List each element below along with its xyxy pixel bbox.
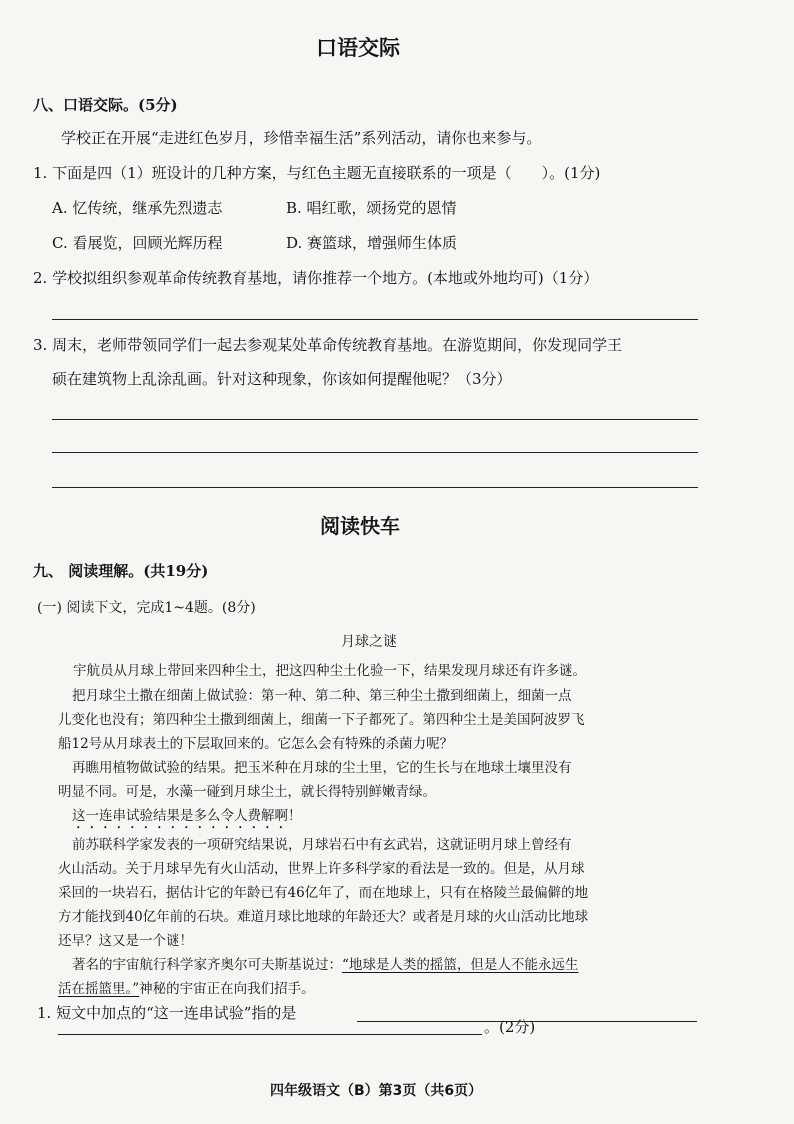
q9-1-text: 1. 短文中加点的“这一连串试验”指的是 [37, 1004, 297, 1022]
article-line: 前苏联科学家发表的一项研究结果说，月球岩石中有玄武岩，这就证明月球上曾经有 [72, 837, 572, 853]
article-title: 月球之谜 [341, 634, 397, 650]
article-line: 采回的一块岩石，据估计它的年龄已有46亿年了，而在地球上，只有在格陵兰最偏僻的地 [58, 885, 589, 901]
answer-line-q8-3-2[interactable] [52, 452, 698, 453]
answer-line-q8-2[interactable] [52, 319, 698, 320]
article-line: 还早？这又是一个谜！ [58, 933, 193, 949]
q8-2-text: 2. 学校拟组织参观革命传统教育基地，请你推荐一个地方。(本地或外地均可)（1分） [33, 269, 599, 287]
article-line: 火山活动。关于月球早先有火山活动，世界上许多科学家的看法是一致的。但是，从月球 [58, 861, 585, 877]
option-a: A. 忆传统，继承先烈遗志 [52, 199, 223, 217]
page-footer: 四年级语文（B）第3页（共6页） [270, 1083, 483, 1099]
q8-3-line2: 硕在建筑物上乱涂乱画。针对这种现象，你该如何提醒他呢？（3分） [52, 370, 512, 388]
answer-line-q8-3-3[interactable] [52, 487, 698, 488]
q9-1-tail: 。(2分) [484, 1018, 536, 1036]
quote-underlined-2: 活在摇篮里。” [58, 981, 140, 997]
q8-heading: 八、口语交际。(5分) [33, 96, 178, 114]
option-b: B. 唱红歌，颂扬党的恩情 [286, 199, 457, 217]
article-line: 儿变化也没有；第四种尘土撒到细菌上，细菌一下子都死了。第四种尘土是美国阿波罗飞 [58, 712, 585, 728]
answer-line-q8-3-1[interactable] [52, 419, 698, 420]
q9-sub: (一) 阅读下文，完成1~4题。(8分) [37, 600, 256, 616]
last-para-post: 神秘的宇宙正在向我们招手。 [139, 981, 315, 997]
last-paragraph-line1 [72, 953, 578, 973]
article-line: 明显不同。可是，水藻一碰到月球尘土，就长得特别鲜嫩青绿。 [58, 784, 436, 800]
q8-intro: 学校正在开展“走进红色岁月，珍惜幸福生活”系列活动，请你也来参与。 [61, 129, 542, 147]
section-title-oral: 口语交际 [316, 36, 400, 60]
last-paragraph-line2 [58, 977, 315, 997]
option-c: C. 看展览，回顾光辉历程 [52, 234, 223, 252]
article-line: 再瞧用植物做试验的结果。把玉米种在月球的尘土里，它的生长与在地球土壤里没有 [72, 760, 572, 776]
article-line: 宇航员从月球上带回来四种尘土，把这四种尘土化验一下，结果发现月球还有许多谜。 [73, 663, 586, 679]
q9-heading: 九、 阅读理解。(共19分) [33, 562, 209, 580]
article-line-dotted: 这一连串试验结果是多么令人费解啊！ [72, 808, 302, 824]
last-para-pre: 著名的宇宙航行科学家齐奥尔可夫斯基说过： [72, 957, 342, 973]
q8-3-line1: 3. 周末，老师带领同学们一起去参观某处革命传统教育基地。在游览期间，你发现同学王 [33, 336, 623, 354]
article-line: 方才能找到40亿年前的石块。难道月球比地球的年龄还大？或者是月球的火山活动比地球 [58, 909, 589, 925]
section-title-reading: 阅读快车 [320, 514, 400, 538]
answer-line-q9-1-b[interactable] [58, 1034, 482, 1035]
article-line: 把月球尘土撒在细菌上做试验：第一种、第二种、第三种尘土撒到细菌上，细菌一点 [72, 688, 572, 704]
option-d: D. 赛篮球，增强师生体质 [286, 234, 458, 252]
quote-underlined: “地球是人类的摇篮，但是人不能永远生 [342, 957, 579, 973]
q8-1-text: 1. 下面是四（1）班设计的几种方案，与红色主题无直接联系的一项是（ ）。(1分) [33, 164, 601, 182]
article-line: 船12号从月球表土的下层取回来的。它怎么会有特殊的杀菌力呢？ [58, 736, 454, 752]
